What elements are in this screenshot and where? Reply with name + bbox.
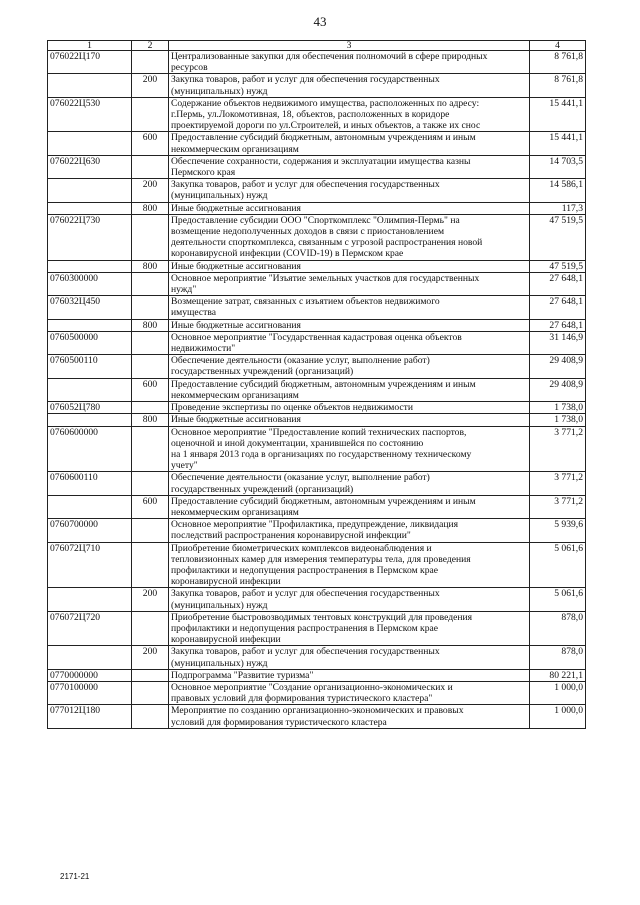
table-row bbox=[48, 202, 586, 214]
row-code: 0760500110 bbox=[48, 355, 132, 378]
row-expense-type bbox=[132, 519, 169, 542]
row-amount: 5 061,6 bbox=[530, 542, 586, 588]
table-row bbox=[48, 319, 586, 331]
budget-table bbox=[47, 40, 586, 729]
table-row bbox=[48, 402, 586, 414]
row-code bbox=[48, 646, 132, 669]
table-row bbox=[48, 97, 586, 132]
row-amount: 3 771,2 bbox=[530, 495, 586, 518]
row-amount: 27 648,1 bbox=[530, 319, 586, 331]
table-row bbox=[48, 296, 586, 319]
table-row bbox=[48, 74, 586, 97]
row-expense-type bbox=[132, 331, 169, 354]
row-code: 076022Ц530 bbox=[48, 97, 132, 132]
row-code: 077012Ц180 bbox=[48, 705, 132, 728]
table-row bbox=[48, 426, 586, 472]
row-name: Предоставление субсидий бюджетным, автономным учреждениям и иным некоммерческим организациям bbox=[169, 378, 530, 401]
table-row bbox=[48, 378, 586, 401]
table-row bbox=[48, 355, 586, 378]
table-row bbox=[48, 260, 586, 272]
row-name: Основное мероприятие "Предоставление копий технических паспортов, оценочной и иной документации, хранившейся по состоянию на 1 января 2013 года в организациях по государственному техническому учету" bbox=[169, 426, 530, 472]
row-name: Обеспечение деятельности (оказание услуг, выполнение работ) государственных учреждений (организаций) bbox=[169, 472, 530, 495]
row-expense-type: 600 bbox=[132, 378, 169, 401]
row-amount: 1 000,0 bbox=[530, 681, 586, 704]
header-col-2: 2 bbox=[132, 41, 169, 51]
row-expense-type bbox=[132, 272, 169, 295]
row-expense-type: 600 bbox=[132, 495, 169, 518]
row-code bbox=[48, 378, 132, 401]
row-name: Приобретение биометрических комплексов видеонаблюдения и тепловизионных камер для измерения температуры тела, для проведения профилактики и недопущения распространения в Пермском крае коронавирусной инфекции bbox=[169, 542, 530, 588]
row-amount: 80 221,1 bbox=[530, 669, 586, 681]
table-header bbox=[48, 41, 586, 51]
document-code: 2171-21 bbox=[60, 872, 90, 881]
row-expense-type bbox=[132, 214, 169, 260]
row-expense-type bbox=[132, 705, 169, 728]
row-expense-type bbox=[132, 355, 169, 378]
row-expense-type bbox=[132, 51, 169, 74]
row-name: Обеспечение сохранности, содержания и эксплуатации имущества казны Пермского края bbox=[169, 155, 530, 178]
row-amount: 5 061,6 bbox=[530, 588, 586, 611]
row-name: Иные бюджетные ассигнования bbox=[169, 260, 530, 272]
table-row bbox=[48, 705, 586, 728]
row-code: 0760600110 bbox=[48, 472, 132, 495]
row-amount: 878,0 bbox=[530, 611, 586, 646]
row-code bbox=[48, 495, 132, 518]
table-row bbox=[48, 414, 586, 426]
row-code: 0770100000 bbox=[48, 681, 132, 704]
row-amount: 27 648,1 bbox=[530, 272, 586, 295]
table-body bbox=[48, 51, 586, 729]
row-code: 0760600000 bbox=[48, 426, 132, 472]
table-row bbox=[48, 331, 586, 354]
row-expense-type: 600 bbox=[132, 132, 169, 155]
table-row bbox=[48, 669, 586, 681]
row-code bbox=[48, 588, 132, 611]
row-name: Основное мероприятие "Создание организационно-экономических и правовых условий для формирования туристического кластера" bbox=[169, 681, 530, 704]
table-row bbox=[48, 681, 586, 704]
row-name: Закупка товаров, работ и услуг для обеспечения государственных (муниципальных) нужд bbox=[169, 646, 530, 669]
row-code: 076032Ц450 bbox=[48, 296, 132, 319]
row-code bbox=[48, 179, 132, 202]
row-code: 076072Ц710 bbox=[48, 542, 132, 588]
row-name: Иные бюджетные ассигнования bbox=[169, 319, 530, 331]
row-amount: 878,0 bbox=[530, 646, 586, 669]
table-row bbox=[48, 472, 586, 495]
row-name: Закупка товаров, работ и услуг для обеспечения государственных (муниципальных) нужд bbox=[169, 179, 530, 202]
row-expense-type bbox=[132, 155, 169, 178]
row-code: 076072Ц720 bbox=[48, 611, 132, 646]
row-amount: 8 761,8 bbox=[530, 51, 586, 74]
table-row bbox=[48, 542, 586, 588]
row-code: 0760700000 bbox=[48, 519, 132, 542]
row-amount: 29 408,9 bbox=[530, 355, 586, 378]
row-code bbox=[48, 319, 132, 331]
table-row bbox=[48, 588, 586, 611]
header-row bbox=[48, 41, 586, 51]
row-code: 076022Ц170 bbox=[48, 51, 132, 74]
table-row bbox=[48, 646, 586, 669]
row-name: Основное мероприятие "Профилактика, предупреждение, ликвидация последствий распространения коронавирусной инфекции" bbox=[169, 519, 530, 542]
row-name: Предоставление субсидий бюджетным, автономным учреждениям и иным некоммерческим организациям bbox=[169, 495, 530, 518]
table-row bbox=[48, 214, 586, 260]
row-name: Основное мероприятие "Изъятие земельных участков для государственных нужд" bbox=[169, 272, 530, 295]
row-name: Закупка товаров, работ и услуг для обеспечения государственных (муниципальных) нужд bbox=[169, 588, 530, 611]
row-expense-type bbox=[132, 681, 169, 704]
row-amount: 14 703,5 bbox=[530, 155, 586, 178]
row-amount: 47 519,5 bbox=[530, 214, 586, 260]
row-code bbox=[48, 202, 132, 214]
row-code bbox=[48, 74, 132, 97]
header-col-4: 4 bbox=[530, 41, 586, 51]
row-expense-type bbox=[132, 472, 169, 495]
row-name: Предоставление субсидий бюджетным, автономным учреждениям и иным некоммерческим организациям bbox=[169, 132, 530, 155]
row-code: 0770000000 bbox=[48, 669, 132, 681]
row-amount: 14 586,1 bbox=[530, 179, 586, 202]
row-amount: 3 771,2 bbox=[530, 472, 586, 495]
row-expense-type bbox=[132, 426, 169, 472]
row-code bbox=[48, 132, 132, 155]
table-row bbox=[48, 611, 586, 646]
header-col-3: 3 bbox=[169, 41, 530, 51]
header-col-1: 1 bbox=[48, 41, 132, 51]
row-code bbox=[48, 260, 132, 272]
table-row bbox=[48, 272, 586, 295]
row-expense-type: 800 bbox=[132, 202, 169, 214]
row-amount: 117,3 bbox=[530, 202, 586, 214]
row-expense-type bbox=[132, 402, 169, 414]
row-name: Подпрограмма "Развитие туризма" bbox=[169, 669, 530, 681]
page-number: 43 bbox=[313, 14, 327, 29]
row-name: Обеспечение деятельности (оказание услуг, выполнение работ) государственных учреждений (организаций) bbox=[169, 355, 530, 378]
row-amount: 15 441,1 bbox=[530, 97, 586, 132]
row-name: Возмещение затрат, связанных с изъятием объектов недвижимого имущества bbox=[169, 296, 530, 319]
row-amount: 3 771,2 bbox=[530, 426, 586, 472]
row-amount: 8 761,8 bbox=[530, 74, 586, 97]
row-name: Мероприятие по созданию организационно-экономических и правовых условий для формирования туристического кластера bbox=[169, 705, 530, 728]
row-expense-type: 200 bbox=[132, 74, 169, 97]
row-name: Основное мероприятие "Государственная кадастровая оценка объектов недвижимости" bbox=[169, 331, 530, 354]
row-code: 076052Ц780 bbox=[48, 402, 132, 414]
row-name: Централизованные закупки для обеспечения полномочий в сфере природных ресурсов bbox=[169, 51, 530, 74]
row-amount: 5 939,6 bbox=[530, 519, 586, 542]
row-expense-type: 200 bbox=[132, 179, 169, 202]
table-row bbox=[48, 519, 586, 542]
table-row bbox=[48, 132, 586, 155]
row-code bbox=[48, 414, 132, 426]
row-name: Иные бюджетные ассигнования bbox=[169, 414, 530, 426]
table-row bbox=[48, 495, 586, 518]
row-name: Проведение экспертизы по оценке объектов недвижимости bbox=[169, 402, 530, 414]
row-expense-type bbox=[132, 542, 169, 588]
row-name: Содержание объектов недвижимого имущества, расположенных по адресу: г.Пермь, ул.Локомотивная, 18, объектов, расположенных в коридоре проектируемой дороги по ул.Строителей, и иных объектов, а также их снос bbox=[169, 97, 530, 132]
row-amount: 31 146,9 bbox=[530, 331, 586, 354]
row-code: 0760500000 bbox=[48, 331, 132, 354]
row-amount: 1 738,0 bbox=[530, 414, 586, 426]
row-expense-type bbox=[132, 296, 169, 319]
row-expense-type bbox=[132, 97, 169, 132]
row-expense-type: 800 bbox=[132, 414, 169, 426]
row-expense-type bbox=[132, 611, 169, 646]
row-name: Закупка товаров, работ и услуг для обеспечения государственных (муниципальных) нужд bbox=[169, 74, 530, 97]
row-code: 076022Ц630 bbox=[48, 155, 132, 178]
row-code: 076022Ц730 bbox=[48, 214, 132, 260]
table-row bbox=[48, 155, 586, 178]
row-expense-type: 200 bbox=[132, 646, 169, 669]
row-expense-type: 200 bbox=[132, 588, 169, 611]
row-name: Приобретение быстровозводимых тентовых конструкций для проведения профилактики и недопущения распространения в Пермском крае коронавирусной инфекции bbox=[169, 611, 530, 646]
row-amount: 15 441,1 bbox=[530, 132, 586, 155]
row-name: Иные бюджетные ассигнования bbox=[169, 202, 530, 214]
row-expense-type: 800 bbox=[132, 260, 169, 272]
row-expense-type bbox=[132, 669, 169, 681]
row-amount: 27 648,1 bbox=[530, 296, 586, 319]
row-amount: 29 408,9 bbox=[530, 378, 586, 401]
table-row bbox=[48, 179, 586, 202]
row-name: Предоставление субсидии ООО "Спорткомплекс "Олимпия-Пермь" на возмещение недополученных доходов в связи с приостановлением деятельности спорткомплекса, связанным с угрозой распространения новой коронавирусной инфекции (COVID-19) в Пермском крае bbox=[169, 214, 530, 260]
row-code: 0760300000 bbox=[48, 272, 132, 295]
table-row bbox=[48, 51, 586, 74]
row-expense-type: 800 bbox=[132, 319, 169, 331]
row-amount: 1 000,0 bbox=[530, 705, 586, 728]
row-amount: 47 519,5 bbox=[530, 260, 586, 272]
row-amount: 1 738,0 bbox=[530, 402, 586, 414]
